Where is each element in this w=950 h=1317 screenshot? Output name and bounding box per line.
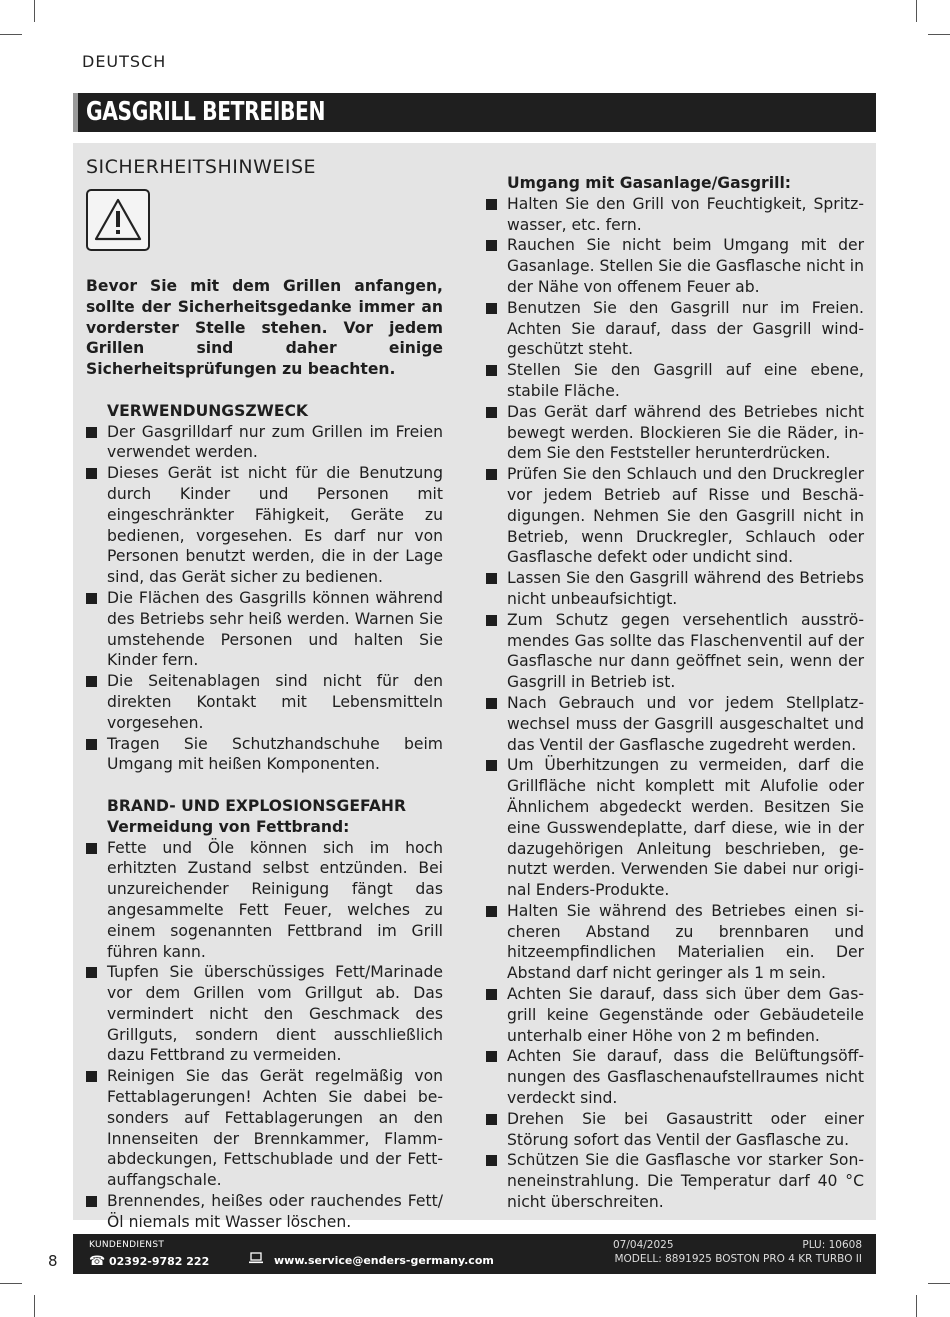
crop-mark: [916, 0, 917, 22]
footer-bar: [73, 1234, 876, 1274]
crop-mark: [0, 1283, 22, 1284]
list-item: Halten Sie den Grill von Feuchtigkeit, Spritzwasser, etc. fern.: [486, 194, 864, 236]
print-date: 07/04/2025: [613, 1239, 674, 1251]
list-item: Der Gasgrilldarf nur zum Grillen im Freien verwendet werden.: [86, 422, 443, 464]
list-item: Schützen Sie die Gasflasche vor starker Sonneneinstrahlung. Die Temperatur darf 40 °C nicht überschreiten.: [486, 1150, 864, 1212]
left-column: [86, 143, 443, 1233]
phone-icon: ☎: [89, 1254, 106, 1269]
fire-subheading: Vermeidung von Fettbrand:: [107, 817, 350, 836]
list-item: Lassen Sie den Gasgrill während des Betriebs nicht unbeaufsichtigt.: [486, 568, 864, 610]
list-item: Achten Sie darauf, dass sich über dem Gasgrill keine Gegenstände oder Gebäudeteile unterhalb einer Höhe von 2 m befinden.: [486, 984, 864, 1046]
model-info: MODELL: 8891925 BOSTON PRO 4 KR TURBO II: [614, 1253, 862, 1265]
intro-text: Bevor Sie mit dem Grillen anfangen, sollte der Sicherheitsgedanke immer an vorderster Stelle stehen. Vor jedem Grillen sind daher einige Sicherheitsprüfungen zu beachten.: [86, 277, 443, 379]
list-item: Benutzen Sie den Gasgrill nur im Freien. Achten Sie darauf, dass der Gasgrill windgeschützt steht.: [486, 298, 864, 360]
service-label: KUNDENDIENST: [89, 1240, 165, 1250]
crop-mark: [34, 1295, 35, 1317]
service-website[interactable]: www.service@enders-germany.com: [274, 1254, 494, 1267]
list-item: Rauchen Sie nicht beim Umgang mit der Gasanlage. Stellen Sie die Gasflasche nicht in der Nähe von offenem Feuer ab.: [486, 235, 864, 297]
gas-list: [486, 194, 864, 1213]
list-item: Prüfen Sie den Schlauch und den Druckregler vor jedem Betrieb auf Risse und Beschädigungen. Nehmen Sie den Gasgrill nicht in Betrieb, wenn Druckregler, Schlauch oder Gasflasche defekt oder undicht sind.: [486, 464, 864, 568]
gas-heading: Umgang mit Gasanlage/Gasgrill:: [507, 174, 792, 192]
computer-icon: [249, 1252, 263, 1264]
list-item: Dieses Gerät ist nicht für die Benutzung durch Kinder und Personen mit eingeschränkter Fähigkeit, Geräte zu bedienen, vorgesehen. Es darf nur von Personen benutzt werden, die in der Lage sind, das Gerät sicher zu bedienen.: [86, 463, 443, 588]
language-label: DEUTSCH: [82, 52, 167, 71]
usage-heading: VERWENDUNGSZWECK: [107, 401, 309, 420]
section-title: SICHERHEITSHINWEISE: [86, 156, 317, 178]
usage-list: [86, 422, 443, 776]
fire-list: [86, 838, 443, 1233]
crop-mark: [0, 34, 22, 35]
page-number: 8: [48, 1252, 58, 1270]
service-phone: 02392-9782 222: [109, 1255, 210, 1268]
title-accent: [73, 93, 78, 132]
crop-mark: [916, 1295, 917, 1317]
list-item: Die Seitenablagen sind nicht für den direkten Kontakt mit Lebensmitteln vorgesehen.: [86, 671, 443, 733]
plu-number: PLU: 10608: [802, 1239, 862, 1251]
list-item: Das Gerät darf während des Betriebes nicht bewegt werden. Blockieren Sie die Räder, indem Sie den Feststeller herunterdrücken.: [486, 402, 864, 464]
list-item: Tupfen Sie überschüssiges Fett/Marinade vor dem Grillen vom Grillgut ab. Das vermindert nicht den Geschmack des Grillguts, sondern dient ausschließlich dazu Fettbrand zu vermeiden.: [86, 962, 443, 1066]
list-item: Um Überhitzungen zu vermeiden, darf die Grillfläche nicht komplett mit Alufolie oder Ähnlichem abgedeckt werden. Besitzen Sie eine Gusswendeplatte, darf diese, wie in der dazugehörigen Anleitung beschrieben, genutzt werden. Verwenden Sie dabei nur original Enders-Produkte.: [486, 755, 864, 901]
crop-mark: [928, 1283, 950, 1284]
list-item: Achten Sie darauf, dass die Belüftungsöffnungen des Gasflaschenaufstellraumes nicht verdeckt sind.: [486, 1046, 864, 1108]
list-item: Fette und Öle können sich im hoch erhitzten Zustand selbst entzünden. Bei unzureichender Reinigung fängt das angesammelte Fett Feuer, welches zu einem sogenannten Fettbrand im Grill führen kann.: [86, 838, 443, 963]
fire-heading: BRAND- UND EXPLOSIONSGEFAHR: [107, 796, 406, 815]
list-item: Tragen Sie Schutzhandschuhe beim Umgang mit heißen Komponenten.: [86, 734, 443, 776]
list-item: Zum Schutz gegen versehentlich ausströmendes Gas sollte das Flaschenventil auf der Gasflasche nur dann geöffnet sein, wenn der Gasgrill in Betrieb ist.: [486, 610, 864, 693]
crop-mark: [928, 34, 950, 35]
warning-triangle-icon: [93, 197, 143, 243]
warning-box: [86, 189, 150, 251]
right-column: [486, 143, 864, 1213]
list-item: Halten Sie während des Betriebes einen sicheren Abstand zu brennbaren und hitzeempfindlichen Materialien ein. Der Abstand darf nicht geringer als 1 m sein.: [486, 901, 864, 984]
list-item: Nach Gebrauch und vor jedem Stellplatzwechsel muss der Gasgrill ausgeschaltet und das Ventil der Gasflasche zugedreht werden.: [486, 693, 864, 755]
crop-mark: [34, 0, 35, 22]
page-title: GASGRILL BETREIBEN: [86, 97, 326, 127]
list-item: Drehen Sie bei Gasaustritt oder einer Störung sofort das Ventil der Gasflasche zu.: [486, 1109, 864, 1151]
list-item: Reinigen Sie das Gerät regelmäßig von Fettablagerungen! Achten Sie dabei besonders auf Fettablagerungen an den Innenseiten der Brennkammer, Flammabdeckungen, Fettschublade und der Fettauffangschale.: [86, 1066, 443, 1191]
title-bar: [73, 93, 876, 132]
content-panel: [73, 143, 876, 1231]
list-item: Brennendes, heißes oder rauchendes Fett/Öl niemals mit Wasser löschen.: [86, 1191, 443, 1233]
list-item: Die Flächen des Gasgrills können während des Betriebs sehr heiß werden. Warnen Sie umstehende Personen und halten Sie Kinder fern.: [86, 588, 443, 671]
list-item: Stellen Sie den Gasgrill auf eine ebene, stabile Fläche.: [486, 360, 864, 402]
